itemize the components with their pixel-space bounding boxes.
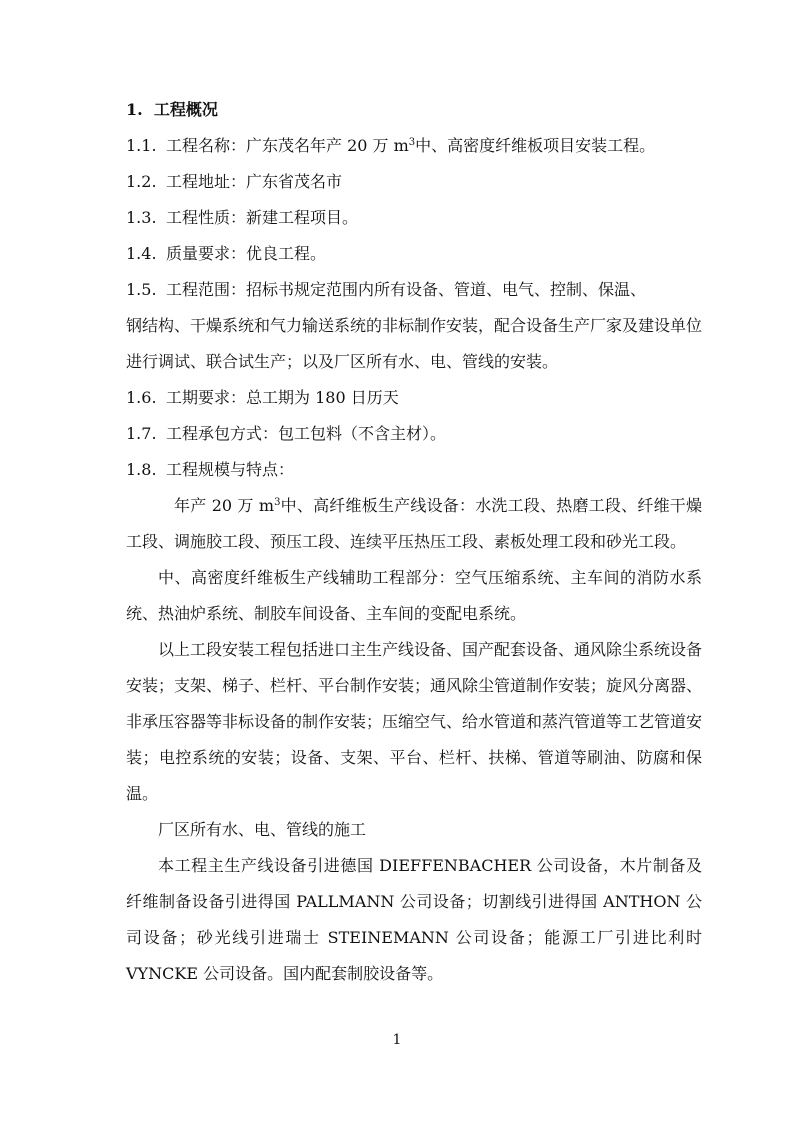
item-number: 1.8. <box>126 460 157 479</box>
item-1-7 <box>126 416 702 452</box>
item-1-2 <box>126 164 702 200</box>
item-text-continued: 中、高密度纤维板项目安装工程。 <box>415 136 656 155</box>
paragraph-production-line <box>126 488 702 560</box>
item-text: 工期要求：总工期为 180 日历天 <box>166 388 399 407</box>
paragraph-plant-utilities: 厂区所有水、电、管线的施工 <box>158 820 367 839</box>
item-text: 工程名称：广东茂名年产 20 万 m <box>166 136 409 155</box>
page-number: 1 <box>392 1032 402 1048</box>
item-text: 工程范围：招标书规定范围内所有设备、管道、电气、控制、保温、 <box>166 280 647 299</box>
document-body <box>126 92 702 992</box>
item-1-1 <box>126 128 702 164</box>
item-text: 工程地址：广东省茂名市 <box>166 172 343 191</box>
item-number: 1.2. <box>126 172 157 191</box>
item-number: 1.6. <box>126 388 157 407</box>
item-1-8 <box>126 452 702 488</box>
superscript: 3 <box>274 497 281 508</box>
item-1-4 <box>126 236 702 272</box>
item-text: 质量要求：优良工程。 <box>166 244 327 263</box>
item-number: 1.1. <box>126 136 157 155</box>
paragraph-text-continued: 中、高纤维板生产线设备：水洗工段、热磨工段、纤维干燥工段、调施胶工段、预压工段、连续平压热压工段、素板处理工段和砂光工段。 <box>126 496 702 551</box>
paragraph-auxiliary: 中、高密度纤维板生产线辅助工程部分：空气压缩系统、主车间的消防水系统、热油炉系统、制胶车间设备、主车间的变配电系统。 <box>126 568 702 623</box>
item-text: 工程规模与特点： <box>166 460 295 479</box>
item-text: 工程性质：新建工程项目。 <box>166 208 359 227</box>
item-1-6 <box>126 380 702 416</box>
paragraph-equipment-origin: 本工程主生产线设备引进德国 DIEFFENBACHER 公司设备，木片制备及纤维制备设备引进得国 PALLMANN 公司设备；切割线引进得国 ANTHON 公司设备；砂光线引进瑞士 STEINEMANN 公司设备；能源工厂引进比利时 VYNCKE 公司设备。国内配套制胶设备等。 <box>126 856 702 983</box>
item-1-5 <box>126 272 702 308</box>
item-number: 1.7. <box>126 424 157 443</box>
paragraph-installation-scope: 以上工段安装工程包括进口主生产线设备、国产配套设备、通风除尘系统设备安装；支架、梯子、栏杆、平台制作安装；通风除尘管道制作安装；旋风分离器、非承压容器等非标设备的制作安装；压缩空气、给水管道和蒸汽管道等工艺管道安装；电控系统的安装；设备、支架、平台、栏杆、扶梯、管道等刷油、防腐和保温。 <box>126 640 703 803</box>
item-number: 1.5. <box>126 280 157 299</box>
item-1-5-continuation: 钢结构、干燥系统和气力输送系统的非标制作安装，配合设备生产厂家及建设单位进行调试、联合试生产；以及厂区所有水、电、管线的安装。 <box>126 316 703 371</box>
section-heading <box>126 92 702 128</box>
paragraph-text: 年产 20 万 m <box>174 496 275 515</box>
item-1-3 <box>126 200 702 236</box>
superscript: 3 <box>408 137 416 148</box>
section-number: 1. <box>126 100 143 119</box>
section-title: 工程概况 <box>153 100 218 119</box>
item-number: 1.3. <box>126 208 157 227</box>
item-text: 工程承包方式：包工包料（不含主材）。 <box>166 424 447 443</box>
item-number: 1.4. <box>126 244 157 263</box>
